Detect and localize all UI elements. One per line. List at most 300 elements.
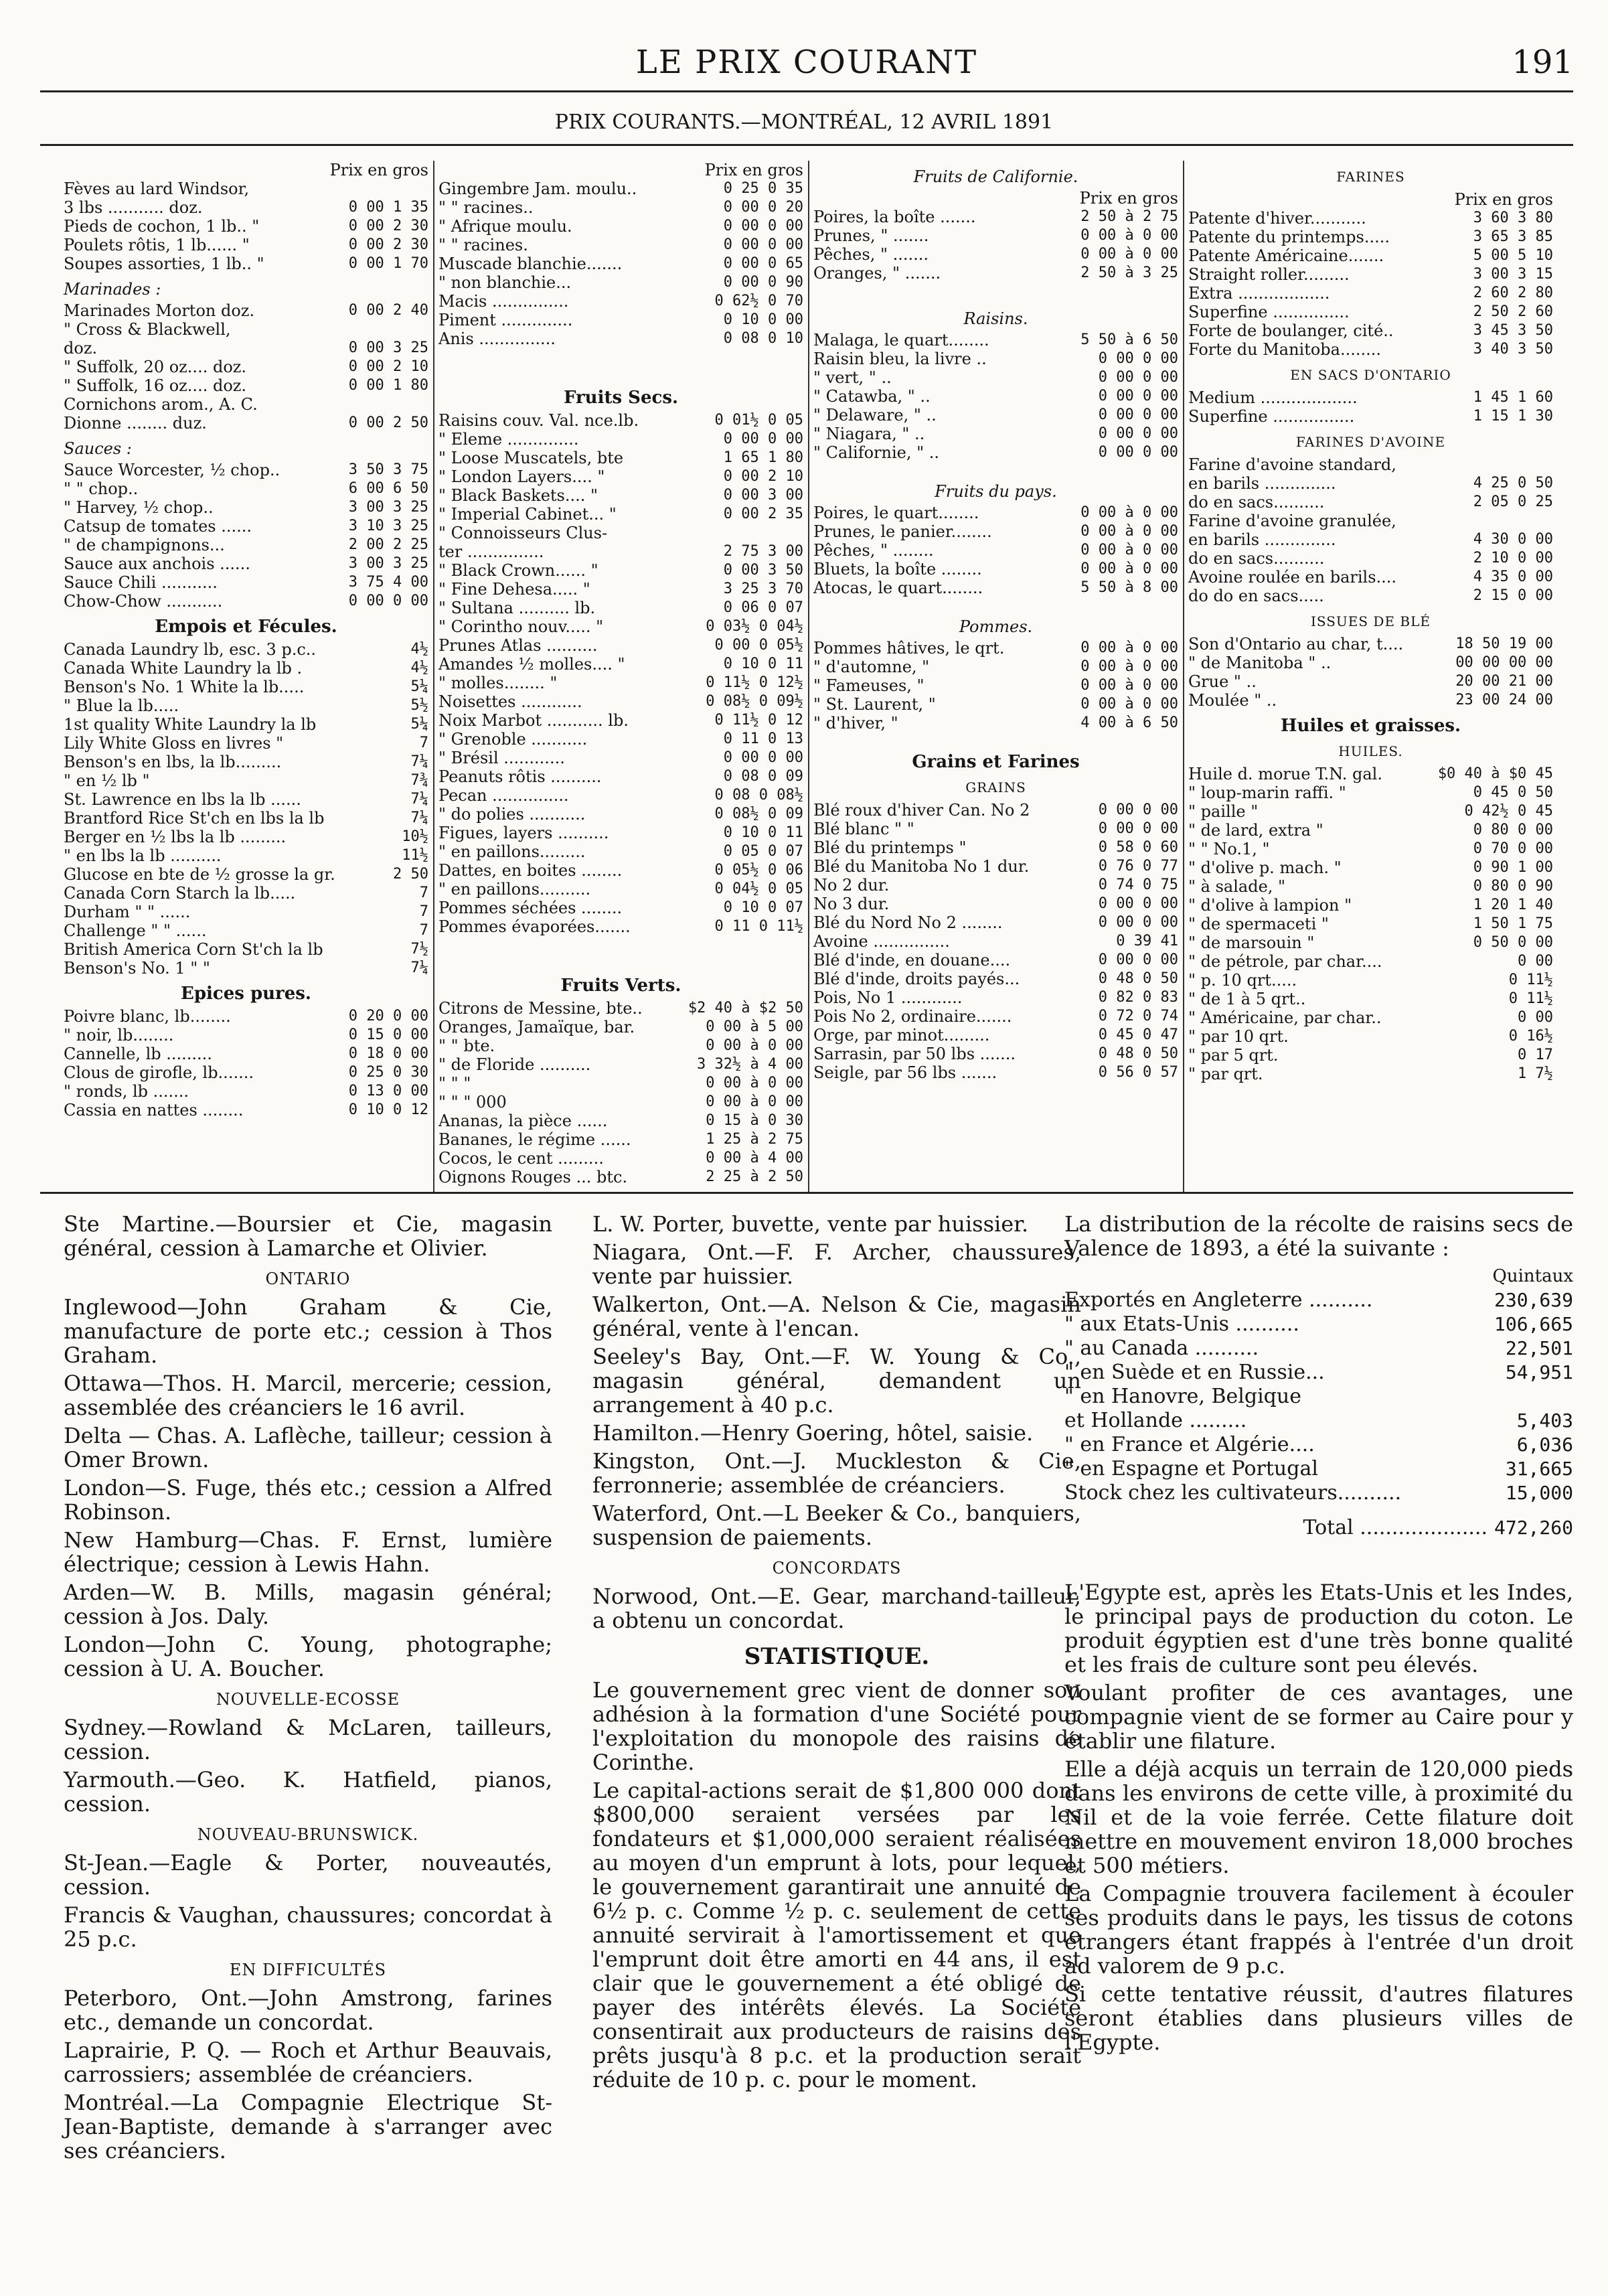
item-price: 4½	[410, 641, 428, 658]
item-name: " Sultana .......... lb.	[438, 599, 596, 617]
heading-nouvelle-ecosse: NOUVELLE-ECOSSE	[216, 1690, 400, 1709]
item-name: Marinades Morton doz.	[64, 301, 255, 320]
price-row	[64, 536, 428, 554]
price-row	[813, 714, 1178, 733]
price-row	[64, 696, 428, 715]
item-price: 7¼	[410, 753, 428, 770]
item-name: do en sacs..........	[1188, 493, 1325, 512]
heading-ontario: ONTARIO	[265, 1270, 351, 1288]
price-row	[64, 414, 428, 433]
price-row	[1188, 549, 1553, 568]
item-price: 0 00 0 00	[1098, 914, 1178, 931]
item-price: 3 32½ à 4 00	[697, 1056, 803, 1073]
section-farines: FARINES	[1336, 169, 1405, 185]
price-row	[64, 1026, 428, 1045]
item-price: 0 08½ 0 09	[714, 806, 803, 822]
item-price: 0 01½ 0 05	[714, 412, 803, 429]
item-name: Macis ...............	[438, 292, 569, 311]
item-price: 2 15 0 00	[1473, 587, 1553, 604]
item-name: " Black Baskets.... "	[438, 486, 598, 505]
item-name: Stock chez les cultivateurs..........	[1064, 1481, 1402, 1505]
newspaper-title: LE PRIX COURANT	[635, 44, 978, 81]
price-row	[1188, 858, 1553, 877]
item-name: Poires, la boîte .......	[813, 208, 976, 226]
price-row	[1064, 1433, 1573, 1457]
item-name: " Black Crown...... "	[438, 561, 598, 580]
item-name: " noir, lb........	[64, 1026, 174, 1045]
item-name: " aux Etats-Unis ..........	[1064, 1312, 1299, 1336]
price-row	[64, 1063, 428, 1082]
price-row	[1188, 877, 1553, 896]
price-row	[813, 1007, 1178, 1026]
price-row	[813, 208, 1178, 226]
item-price: 7¾	[410, 772, 428, 789]
item-price: 0 00 2 50	[348, 414, 428, 431]
section-epices: Epices pures.	[181, 984, 311, 1004]
item-name: do en sacs..........	[1188, 549, 1325, 568]
price-row	[813, 988, 1178, 1007]
item-name: " Corintho nouv..... "	[438, 617, 604, 636]
news-item: Ste Martine.—Boursier et Cie, magasin général, cession à Lamarche et Olivier.	[64, 1211, 552, 1261]
news-item: Peterboro, Ont.—John Amstrong, farines etc., demande un concordat.	[64, 1985, 552, 2035]
item-name: Cassia en nattes ........	[64, 1101, 244, 1120]
price-row	[813, 838, 1178, 857]
price-row	[813, 245, 1178, 264]
item-name: Benson's No. 1 " "	[64, 959, 210, 978]
item-price: 0 05 0 07	[723, 843, 803, 860]
item-price: 0 10 0 11	[723, 656, 803, 672]
item-price: 0 58 0 60	[1098, 839, 1178, 856]
item-price: 0 00 à 5 00	[706, 1018, 803, 1035]
item-name: " de pétrole, par char....	[1188, 952, 1382, 971]
price-row	[438, 917, 803, 936]
item-name: " " " 000	[438, 1093, 507, 1112]
subtitle-rule	[40, 144, 1573, 146]
item-name: Straight roller.........	[1188, 265, 1350, 284]
item-name: Fèves au lard Windsor,	[64, 179, 250, 198]
item-name: " non blanchie...	[438, 273, 572, 292]
item-name: do do en sacs.....	[1188, 587, 1324, 605]
item-price: 3 00 3 25	[348, 555, 428, 572]
price-row	[64, 301, 428, 320]
item-name: Poulets rôtis, 1 lb...... "	[64, 236, 250, 254]
item-name: Pêches, " .......	[813, 245, 929, 264]
price-row	[438, 179, 803, 198]
article-paragraph: Voulant profiter de ces avantages, une compagnie vient de se former au Caire pour y établir une filature.	[1064, 1680, 1573, 1754]
item-price: 0 03½ 0 04½	[706, 618, 803, 635]
item-price: 7¼	[410, 960, 428, 976]
item-name: Patente d'hiver...........	[1188, 209, 1366, 228]
section-sauces: Sauces :	[64, 439, 132, 458]
item-name: Prunes, " .......	[813, 226, 929, 245]
section-raisins: Raisins.	[963, 309, 1028, 328]
item-name: " " No.1, "	[1188, 840, 1270, 858]
news-item: Waterford, Ont.—L Beeker & Co., banquiers, suspension de paiements.	[592, 1501, 1081, 1550]
price-row	[438, 1018, 803, 1037]
price-row	[64, 940, 428, 959]
item-price: 0 00 0 00	[723, 749, 803, 766]
item-price: 0 45 0 50	[1473, 784, 1553, 801]
price-row	[1188, 474, 1553, 493]
item-price: 3 10 3 25	[348, 518, 428, 534]
item-price: 0 00 0 00	[1098, 425, 1178, 442]
price-row	[1064, 1288, 1573, 1312]
price-row	[438, 273, 803, 292]
item-name: " Californie, " ..	[813, 443, 940, 462]
item-name: " loup-marin raffi. "	[1188, 783, 1346, 802]
section-grains-farines: Grains et Farines	[912, 752, 1080, 772]
item-name: Chow-Chow ...........	[64, 592, 223, 611]
price-row	[813, 387, 1178, 406]
heading-statistique: STATISTIQUE.	[744, 1643, 930, 1670]
item-price: 4 00 à 6 50	[1080, 714, 1178, 731]
price-row	[1188, 691, 1553, 710]
item-price: 0 50 0 00	[1473, 934, 1553, 951]
price-row	[813, 820, 1178, 838]
item-name: " Harvey, ½ chop..	[64, 498, 214, 517]
price-row	[64, 254, 428, 273]
item-name: Farine d'avoine granulée,	[1188, 512, 1396, 530]
news-item: Kingston, Ont.—J. Muckleston & Cie, ferronnerie; assemblée de créanciers.	[592, 1448, 1081, 1498]
price-row	[438, 786, 803, 805]
price-head: Prix en gros	[329, 161, 428, 179]
article-paragraph: Elle a déjà acquis un terrain de 120,000 pieds dans les environs de cette ville, à proximité du Nil et de la voie ferrée. Cette filature doit mettre en mouvement environ 18,000 broches et 500 métiers.	[1064, 1756, 1573, 1878]
news-item: Montréal.—La Compagnie Electrique St-Jean-Baptiste, demande à s'arranger avec ses créanciers.	[64, 2090, 552, 2163]
item-name: " de spermaceti "	[1188, 915, 1329, 933]
item-price: 1 45 1 60	[1473, 389, 1553, 406]
item-price: 0 08 0 09	[723, 768, 803, 785]
price-row	[1188, 896, 1553, 915]
item-name: Dattes, en boites ........	[438, 861, 623, 880]
price-row	[1188, 265, 1553, 284]
section-issues-ble: ISSUES DE BLÉ	[1310, 613, 1431, 629]
item-price: 0 10 0 11	[723, 824, 803, 841]
item-name: Forte de boulanger, cité..	[1188, 321, 1394, 340]
item-price: 0 10 0 07	[723, 899, 803, 916]
item-price: 0 00 0 00	[1098, 406, 1178, 423]
price-row	[64, 217, 428, 236]
price-row	[438, 674, 803, 692]
item-name: Berger en ½ lbs la lb .........	[64, 828, 287, 846]
item-price: 4 35 0 00	[1473, 568, 1553, 585]
price-row	[64, 959, 428, 978]
item-price	[423, 320, 428, 339]
column-divider	[808, 161, 809, 1192]
price-row	[1188, 530, 1553, 549]
price-row	[813, 895, 1178, 913]
column-divider	[433, 161, 434, 1192]
price-row	[438, 411, 803, 430]
item-price: 7¼	[410, 810, 428, 826]
item-price: 0 00 à 0 00	[1080, 677, 1178, 694]
item-price: 0 00 2 10	[723, 468, 803, 485]
item-price: 0 00 2 30	[348, 236, 428, 253]
price-row	[438, 198, 803, 217]
item-price: 0 00 0 00	[1098, 895, 1178, 912]
item-name: Prunes Atlas ..........	[438, 636, 598, 655]
item-name: Gingembre Jam. moulu..	[438, 179, 637, 198]
price-row	[1188, 765, 1553, 783]
price-row	[1188, 493, 1553, 512]
price-row	[1188, 952, 1553, 971]
price-row	[1188, 821, 1553, 840]
price-row	[813, 579, 1178, 597]
item-price: 1 15 1 30	[1473, 408, 1553, 425]
item-name: Sarrasin, par 50 lbs .......	[813, 1045, 1016, 1063]
item-name: Catsup de tomates ......	[64, 517, 252, 536]
price-row	[438, 524, 803, 542]
item-name: Grue " ..	[1188, 672, 1257, 691]
price-row	[438, 254, 803, 273]
page-header	[40, 37, 1573, 90]
item-price: 0 00 2 10	[348, 358, 428, 375]
item-price: 0 00 0 00	[723, 431, 803, 447]
item-price: 0 00 0 00	[1098, 820, 1178, 837]
item-name: Pommes hâtives, le qrt.	[813, 639, 1005, 658]
item-name: St. Lawrence en lbs la lb ......	[64, 790, 301, 809]
table-intro: La distribution de la récolte de raisins secs de Valence de 1893, a été la suivante :	[1064, 1211, 1573, 1261]
item-name: Bluets, la boîte ........	[813, 560, 982, 579]
news-item: Arden—W. B. Mills, magasin général; cession à Jos. Daly.	[64, 1580, 552, 1629]
item-name: Benson's en lbs, la lb.........	[64, 753, 282, 771]
item-name: Cornichons arom., A. C.	[64, 395, 258, 414]
article-paragraph: Le capital-actions serait de $1,800 000 dont $800,000 seraient versées par les fondateurs et $1,000,000 seraient réalisées au moyen d'un emprunt à lots, pour lequel, le gouvernement garantirait une annuité de 6½ p. c. Comme ½ p. c. seulement de cette annuité servirait à l'amortissement et que l'emprunt doit être amorti en 44 ans, il est clair que le gouvernement a été obligé de payer des intérêts élevés. La Société consentirait aux producteurs de raisins des prêts jusqu'à 8 p.c. et la production serait réduite de 10 p. c. pour le moment.	[592, 1778, 1081, 2092]
price-row	[1188, 990, 1553, 1008]
price-row	[64, 320, 428, 339]
item-name: " " chop..	[64, 479, 139, 498]
item-price: 31,665	[1505, 1458, 1573, 1480]
price-row	[1188, 933, 1553, 952]
item-name: et Hollande .........	[1064, 1409, 1247, 1432]
item-price: 0 45 0 47	[1098, 1026, 1178, 1043]
price-row	[64, 395, 428, 414]
item-name: Blé du printemps "	[813, 838, 967, 857]
item-price: 0 80 0 90	[1473, 878, 1553, 895]
item-price: 0 00 à 0 00	[1080, 227, 1178, 244]
item-price: 0 00 0 05½	[714, 637, 803, 654]
item-name: " par 10 qrt.	[1188, 1027, 1289, 1046]
item-price: 2 50	[393, 866, 428, 883]
item-price: 0 00 à 0 00	[706, 1037, 803, 1054]
item-name: en barils ..............	[1188, 530, 1336, 549]
item-price: 2 50 à 2 75	[1080, 208, 1178, 225]
item-price: 4½	[410, 660, 428, 676]
section-grains: GRAINS	[965, 779, 1026, 795]
item-name: Blé d'inde, en douane....	[813, 951, 1011, 970]
item-name: Moulée " ..	[1188, 691, 1277, 710]
item-name: Citrons de Messine, bte..	[438, 999, 643, 1018]
item-name: Pois No 2, ordinaire.......	[813, 1007, 1012, 1026]
item-price: 3 50 3 75	[348, 461, 428, 478]
price-row	[813, 368, 1178, 387]
news-item: Laprairie, P. Q. — Roch et Arthur Beauvais, carrossiers; assemblée de créanciers.	[64, 2038, 552, 2087]
item-price: 11½	[402, 847, 428, 864]
item-price: 0 00 3 00	[723, 487, 803, 504]
item-price: 0 00 0 00	[1098, 801, 1178, 818]
price-row	[438, 430, 803, 449]
item-price: 0 11 0 11½	[714, 918, 803, 935]
item-name: Avoine roulée en barils....	[1188, 568, 1397, 587]
item-name: Blé du Nord No 2 ........	[813, 913, 1003, 932]
item-name: No 2 dur.	[813, 876, 890, 895]
price-row	[64, 809, 428, 828]
item-name: Seigle, par 56 lbs .......	[813, 1063, 997, 1082]
item-name: " Eleme ..............	[438, 430, 579, 449]
item-price: 1 7½	[1518, 1065, 1553, 1082]
price-row	[64, 640, 428, 659]
price-row	[1188, 783, 1553, 802]
item-price: 0 74 0 75	[1098, 876, 1178, 893]
article-paragraph: Le gouvernement grec vient de donner son adhésion à la formation d'une Société pour l'exploitation du monopole des raisins de Corinthe.	[592, 1677, 1081, 1775]
item-price: 7¼	[410, 791, 428, 808]
price-row	[64, 903, 428, 921]
price-row	[64, 498, 428, 517]
price-row	[438, 711, 803, 730]
item-price: 0 00 0 00	[1098, 444, 1178, 461]
section-sacs-ontario: EN SACS D'ONTARIO	[1290, 367, 1451, 383]
item-price: 7	[419, 922, 428, 939]
item-name: Superfine ................	[1188, 407, 1355, 426]
item-price: 0 00 3 25	[348, 339, 428, 356]
item-name: " d'olive p. mach. "	[1188, 858, 1342, 877]
item-name: " d'olive à lampion "	[1188, 896, 1352, 915]
item-price: 0 15 0 00	[348, 1026, 428, 1043]
item-price: 0 00 0 00	[1098, 951, 1178, 968]
item-name: " Fameuses, "	[813, 676, 924, 695]
item-price: 0 82 0 83	[1098, 989, 1178, 1006]
item-price: 0 00 0 00	[1098, 350, 1178, 367]
item-name: " Grenoble ...........	[438, 730, 588, 749]
item-name: " en Hanovre, Belgique	[1064, 1385, 1301, 1408]
price-row	[813, 522, 1178, 541]
price-row	[1188, 802, 1553, 821]
price-row	[1064, 1385, 1573, 1409]
price-row	[1188, 388, 1553, 407]
item-price: 0 18 0 00	[348, 1045, 428, 1062]
item-name: " " "	[438, 1074, 471, 1093]
item-name: Canada Corn Starch la lb.....	[64, 884, 296, 903]
price-row	[64, 554, 428, 573]
price-row	[813, 951, 1178, 970]
item-name: Brantford Rice St'ch en lbs la lb	[64, 809, 325, 828]
price-row	[438, 617, 803, 636]
news-item: Hamilton.—Henry Goering, hôtel, saisie.	[592, 1420, 1034, 1446]
item-name: " Catawba, " ..	[813, 387, 931, 406]
price-row	[64, 678, 428, 696]
item-name: " de marsouin "	[1188, 933, 1315, 952]
item-price: 0 16½	[1508, 1028, 1553, 1045]
item-price: 1 65 1 80	[723, 449, 803, 466]
item-price: 2 50 2 60	[1473, 303, 1553, 320]
item-name: Dionne ........ duz.	[64, 414, 207, 433]
price-column-3	[813, 161, 1178, 1082]
item-price: 0 11½	[1508, 990, 1553, 1007]
item-price: 0 00 à 0 00	[1080, 639, 1178, 656]
item-price: 0 00 2 30	[348, 218, 428, 234]
item-name: " Niagara, " ..	[813, 425, 925, 443]
item-price: 0 00 2 40	[348, 302, 428, 319]
price-row	[1188, 228, 1553, 246]
price-row	[1188, 587, 1553, 605]
item-price: 5,403	[1516, 1409, 1573, 1432]
item-price: 5 00 5 10	[1473, 247, 1553, 264]
news-item: Niagara, Ont.—F. F. Archer, chaussures, vente par huissier.	[592, 1239, 1081, 1289]
price-column-2	[438, 161, 803, 1187]
item-name: Medium ...................	[1188, 388, 1358, 407]
item-name: " en lbs la lb ..........	[64, 846, 222, 865]
price-row	[438, 767, 803, 786]
item-name: Lily White Gloss en livres "	[64, 734, 284, 753]
news-item: St-Jean.—Eagle & Porter, nouveautés, cession.	[64, 1850, 552, 1900]
section-rule	[40, 1192, 1573, 1194]
price-row	[1188, 209, 1553, 228]
item-price: 7	[419, 735, 428, 751]
item-price: 0 11 0 13	[723, 731, 803, 747]
item-name: Exportés en Angleterre ..........	[1064, 1288, 1373, 1312]
price-row	[813, 350, 1178, 368]
item-price: $2 40 à $2 50	[688, 1000, 803, 1016]
item-price: $0 40 à $0 45	[1437, 765, 1553, 782]
item-name: Patente du printemps.....	[1188, 228, 1390, 246]
item-name: Superfine ...............	[1188, 303, 1350, 321]
price-row	[1188, 672, 1553, 691]
item-name: " par qrt.	[1188, 1065, 1263, 1083]
price-row	[438, 655, 803, 674]
price-row	[1188, 407, 1553, 426]
column-divider	[1183, 161, 1184, 1192]
item-price: 0 00 à 0 00	[1080, 523, 1178, 540]
item-name: No 3 dur.	[813, 895, 890, 913]
item-price: 2 00 2 25	[348, 536, 428, 553]
price-row	[64, 1007, 428, 1026]
price-head: Prix en gros	[1079, 189, 1178, 208]
item-name: " Afrique moulu.	[438, 217, 572, 236]
price-row	[64, 236, 428, 254]
item-price: 0 05½ 0 06	[714, 862, 803, 878]
price-row	[438, 505, 803, 524]
item-price: 20 00 21 00	[1455, 673, 1553, 690]
item-price: 230,639	[1494, 1289, 1573, 1311]
item-name: Orge, par minot.........	[813, 1026, 990, 1045]
price-row	[1064, 1336, 1573, 1361]
news-column-3	[1064, 1212, 1573, 2058]
price-row	[1064, 1457, 1573, 1481]
item-name: Cannelle, lb .........	[64, 1045, 212, 1063]
news-column-2	[592, 1212, 1081, 2096]
item-name: " Delaware, " ..	[813, 406, 937, 425]
item-name: " par 5 qrt.	[1188, 1046, 1279, 1065]
item-price: 0 11½ 0 12	[714, 712, 803, 729]
price-row	[1188, 512, 1553, 530]
price-row	[1188, 840, 1553, 858]
item-price: 0 13 0 00	[348, 1083, 428, 1099]
item-price: 0 00	[1518, 953, 1553, 970]
price-row	[813, 676, 1178, 695]
item-name: 1st quality White Laundry la lb	[64, 715, 317, 734]
price-row	[1188, 455, 1553, 474]
price-row	[64, 198, 428, 217]
item-name: Blé d'inde, droits payés...	[813, 970, 1020, 988]
item-price: 0 00 0 90	[723, 274, 803, 291]
price-row	[64, 1101, 428, 1120]
price-row	[813, 226, 1178, 245]
item-name: " de lard, extra "	[1188, 821, 1323, 840]
price-row	[64, 1082, 428, 1101]
item-price: 106,665	[1494, 1313, 1573, 1335]
price-row	[1188, 635, 1553, 654]
item-name: Amandes ½ molles.... "	[438, 655, 625, 674]
item-name: Pommes séchées ........	[438, 899, 623, 917]
